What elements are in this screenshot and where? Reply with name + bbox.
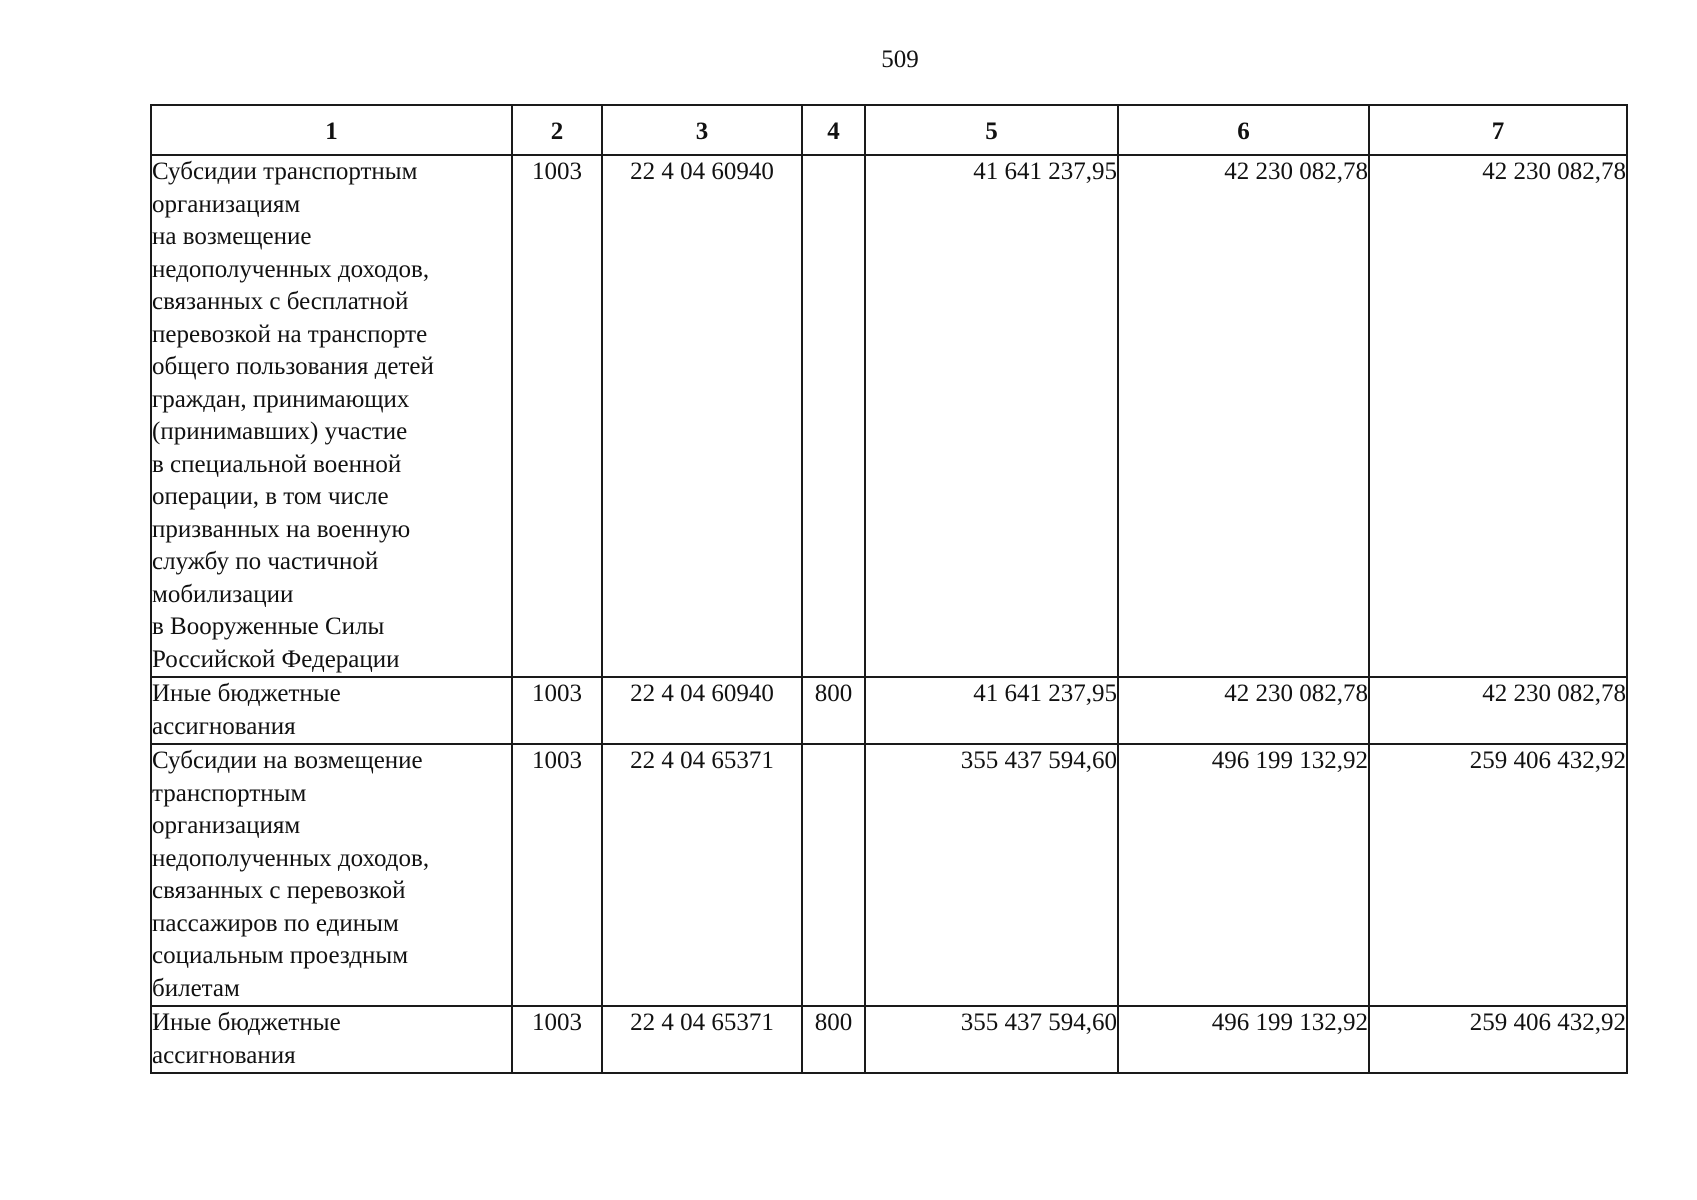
amount-column-6-cell: 42 230 082,78	[1118, 677, 1369, 744]
item-name-line: связанных с перевозкой	[152, 877, 406, 904]
item-name-line: ассигнования	[152, 712, 296, 740]
table-row	[151, 1006, 1627, 1073]
item-name-line: организациям	[152, 812, 301, 839]
amount-column-5-cell: 41 641 237,95	[865, 155, 1118, 677]
column-header-4: 4	[802, 105, 865, 155]
amount-column-6-cell: 496 199 132,92	[1118, 744, 1369, 1006]
amount-column-6-cell: 42 230 082,78	[1118, 155, 1369, 677]
item-name-line: (принимавших) участие	[152, 418, 408, 445]
item-name-line: билетам	[152, 974, 240, 1002]
budget-table	[150, 104, 1628, 1074]
column-header-7: 7	[1369, 105, 1627, 155]
item-name-line: общего пользования детей	[152, 353, 434, 380]
expense-type-cell: 800	[802, 1006, 865, 1073]
amount-column-7-cell: 259 406 432,92	[1369, 1006, 1627, 1073]
amount-column-7-cell: 42 230 082,78	[1369, 677, 1627, 744]
section-code-cell: 1003	[512, 677, 602, 744]
amount-column-5-cell: 41 641 237,95	[865, 677, 1118, 744]
page-number: 509	[881, 46, 919, 73]
item-name-line: на возмещение	[152, 223, 312, 250]
amount-column-5-cell: 355 437 594,60	[865, 744, 1118, 1006]
item-name-cell	[151, 1006, 512, 1073]
table-row	[151, 744, 1627, 1006]
column-header-2: 2	[512, 105, 602, 155]
column-header-1: 1	[151, 105, 512, 155]
section-code-cell: 1003	[512, 744, 602, 1006]
section-code-cell: 1003	[512, 1006, 602, 1073]
item-name-line: операции, в том числе	[152, 483, 389, 510]
item-name-line: мобилизации	[152, 580, 294, 608]
item-name-line: Иные бюджетные	[152, 1009, 341, 1036]
amount-column-6-cell: 496 199 132,92	[1118, 1006, 1369, 1073]
target-article-cell: 22 4 04 65371	[602, 1006, 802, 1073]
target-article-cell: 22 4 04 60940	[602, 677, 802, 744]
item-name-line: недополученных доходов,	[152, 255, 430, 283]
amount-column-7-cell: 42 230 082,78	[1369, 155, 1627, 677]
target-article-cell: 22 4 04 65371	[602, 744, 802, 1006]
item-name-cell	[151, 155, 512, 677]
amount-column-5-cell: 355 437 594,60	[865, 1006, 1118, 1073]
item-name-line: пассажиров по единым	[152, 909, 399, 937]
item-name-line: в специальной военной	[152, 450, 402, 478]
item-name-line: в Вооруженные Силы	[152, 613, 385, 640]
table-row	[151, 677, 1627, 744]
target-article-cell: 22 4 04 60940	[602, 155, 802, 677]
column-header-3: 3	[602, 105, 802, 155]
item-name-line: связанных с бесплатной	[152, 288, 409, 315]
item-name-cell	[151, 744, 512, 1006]
expense-type-cell	[802, 744, 865, 1006]
expense-type-cell	[802, 155, 865, 677]
item-name-line: ассигнования	[152, 1041, 296, 1069]
expense-type-cell: 800	[802, 677, 865, 744]
amount-column-7-cell: 259 406 432,92	[1369, 744, 1627, 1006]
item-name-line: службу по частичной	[152, 548, 379, 575]
item-name-line: транспортным	[152, 779, 307, 807]
column-header-5: 5	[865, 105, 1118, 155]
section-code-cell: 1003	[512, 155, 602, 677]
item-name-line: граждан, принимающих	[152, 385, 410, 413]
table-row	[151, 155, 1627, 677]
item-name-line: недополученных доходов,	[152, 844, 430, 872]
item-name-line: Субсидии на возмещение	[152, 747, 423, 774]
item-name-cell	[151, 677, 512, 744]
item-name-line: Российской Федерации	[152, 645, 400, 673]
item-name-line: организациям	[152, 190, 301, 218]
item-name-line: перевозкой на транспорте	[152, 320, 428, 348]
item-name-line: Субсидии транспортным	[152, 158, 418, 185]
item-name-line: социальным проездным	[152, 942, 409, 969]
item-name-line: Иные бюджетные	[152, 680, 341, 707]
header-row	[151, 105, 1627, 155]
item-name-line: призванных на военную	[152, 515, 411, 543]
column-header-6: 6	[1118, 105, 1369, 155]
